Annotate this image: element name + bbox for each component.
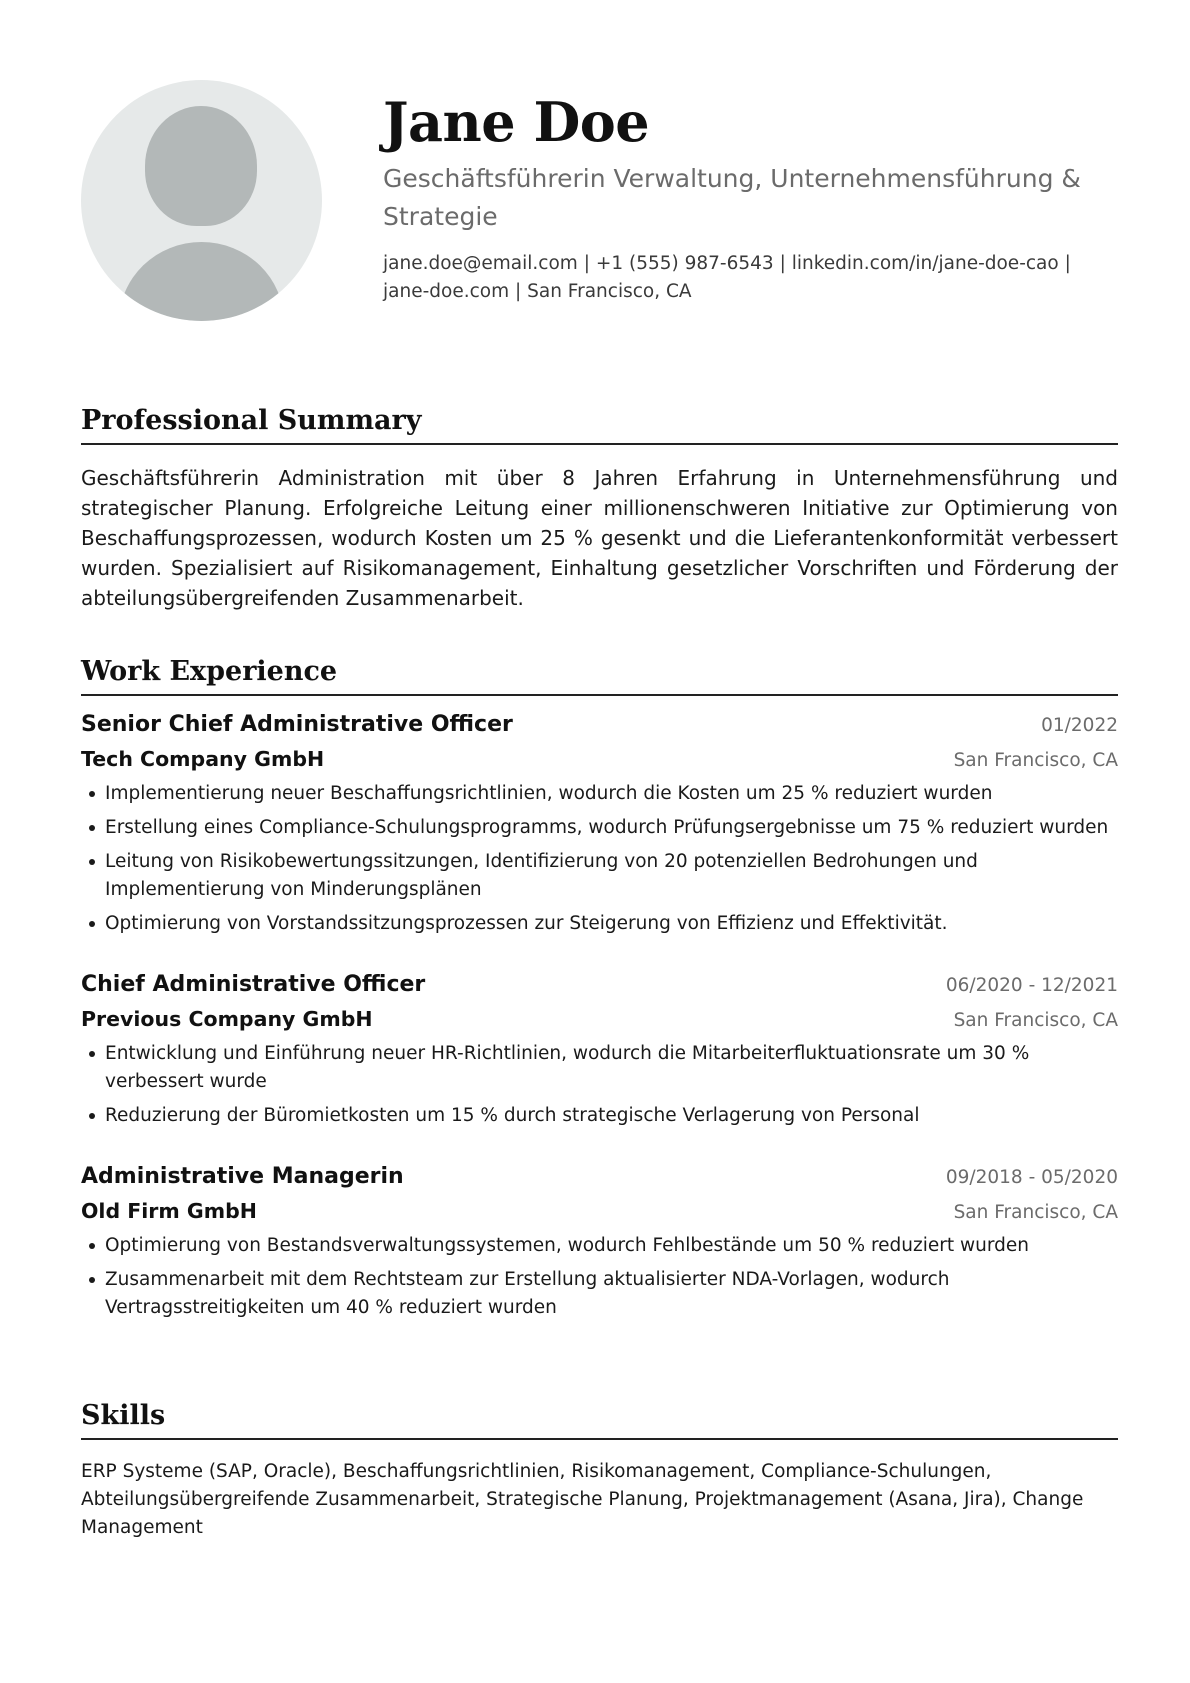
contact-linkedin[interactable]: linkedin.com/in/jane-doe-cao — [791, 253, 1059, 274]
section-title-work: Work Experience — [81, 654, 1118, 696]
job-entry — [81, 968, 1118, 1130]
header-text — [383, 90, 1118, 306]
job-title: Chief Administrative Officer — [81, 972, 426, 997]
contact-separator: | — [515, 281, 522, 302]
bullet-icon — [89, 825, 95, 831]
job-location: San Francisco, CA — [953, 1202, 1118, 1223]
list-item — [81, 1102, 1118, 1130]
contact-separator: | — [779, 253, 786, 274]
bullet-icon — [89, 1113, 95, 1119]
job-bullets — [81, 1040, 1118, 1130]
job-title: Senior Chief Administrative Officer — [81, 712, 513, 737]
job-company-row — [81, 1002, 1118, 1036]
job-title: Administrative Managerin — [81, 1164, 404, 1189]
contact-website[interactable]: jane-doe.com — [383, 281, 510, 302]
bullet-text: Optimierung von Vorstandssitzungsprozessen zur Steigerung von Effizienz und Effektivität. — [105, 913, 948, 934]
contact-separator: | — [583, 253, 590, 274]
summary-section — [81, 403, 1118, 613]
list-item — [81, 1040, 1118, 1096]
avatar-head-shape — [145, 106, 257, 226]
contact-line — [383, 250, 1118, 306]
list-item — [81, 780, 1118, 808]
job-company-row — [81, 742, 1118, 776]
list-item — [81, 1232, 1118, 1260]
bullet-text: Optimierung von Bestandsverwaltungssystemen, wodurch Fehlbestände um 50 % reduziert wurden — [105, 1235, 1029, 1256]
job-title-row — [81, 708, 1118, 742]
avatar-placeholder-icon — [81, 80, 322, 321]
job-company: Tech Company GmbH — [81, 747, 325, 771]
contact-phone[interactable]: +1 (555) 987-6543 — [595, 253, 774, 274]
job-date: 06/2020 - 12/2021 — [945, 975, 1118, 996]
job-bullets — [81, 780, 1118, 938]
bullet-icon — [89, 921, 95, 927]
skills-section — [81, 1398, 1118, 1542]
bullet-text: Leitung von Risikobewertungssitzungen, Identifizierung von 20 potenziellen Bedrohungen und Implementierung von Minderungsplänen — [105, 851, 978, 900]
job-date: 01/2022 — [1041, 715, 1118, 736]
skills-text: ERP Systeme (SAP, Oracle), Beschaffungsrichtlinien, Risikomanagement, Compliance-Schulungen, Abteilungsübergreifende Zusammenarbeit, Strategische Planung, Projektmanagement (Asana, Jira), Change Management — [81, 1461, 1084, 1538]
job-company-row — [81, 1194, 1118, 1228]
job-location: San Francisco, CA — [953, 1010, 1118, 1031]
resume-header — [81, 80, 1118, 330]
candidate-name: Jane Doe — [383, 90, 650, 154]
bullet-icon — [89, 1243, 95, 1249]
bullet-text: Reduzierung der Büromietkosten um 15 % durch strategische Verlagerung von Personal — [105, 1105, 920, 1126]
bullet-text: Zusammenarbeit mit dem Rechtsteam zur Erstellung aktualisierter NDA-Vorlagen, wodurch Vertragsstreitigkeiten um 40 % reduziert wurden — [105, 1269, 950, 1318]
bullet-text: Implementierung neuer Beschaffungsrichtlinien, wodurch die Kosten um 25 % reduziert wurden — [105, 783, 993, 804]
job-company: Old Firm GmbH — [81, 1199, 257, 1223]
section-title-summary: Professional Summary — [81, 403, 1118, 445]
job-date: 09/2018 - 05/2020 — [945, 1167, 1118, 1188]
bullet-icon — [89, 859, 95, 865]
bullet-icon — [89, 1277, 95, 1283]
job-entry — [81, 708, 1118, 938]
job-title-row — [81, 968, 1118, 1002]
list-item — [81, 814, 1118, 842]
job-company: Previous Company GmbH — [81, 1007, 373, 1031]
list-item — [81, 848, 1118, 904]
contact-separator: | — [1064, 253, 1071, 274]
list-item — [81, 1266, 1118, 1322]
job-bullets — [81, 1232, 1118, 1322]
contact-location: San Francisco, CA — [527, 281, 692, 302]
avatar-body-shape — [119, 242, 284, 321]
section-title-skills: Skills — [81, 1398, 1118, 1440]
bullet-text: Entwicklung und Einführung neuer HR-Richtlinien, wodurch die Mitarbeiterfluktuationsrate um 30 % verbessert wurde — [105, 1043, 1030, 1092]
job-title-row — [81, 1160, 1118, 1194]
bullet-icon — [89, 1051, 95, 1057]
work-experience-section — [81, 654, 1118, 1328]
job-entry — [81, 1160, 1118, 1322]
bullet-text: Erstellung eines Compliance-Schulungsprogramms, wodurch Prüfungsergebnisse um 75 % reduziert wurden — [105, 817, 1109, 838]
candidate-role: Geschäftsführerin Verwaltung, Unternehmensführung & Strategie — [383, 164, 1081, 231]
job-location: San Francisco, CA — [953, 750, 1118, 771]
list-item — [81, 910, 1118, 938]
bullet-icon — [89, 791, 95, 797]
summary-text: Geschäftsführerin Administration mit über 8 Jahren Erfahrung in Unternehmensführung und strategischer Planung. Erfolgreiche Leitung einer millionenschweren Initiative zur Optimierung von Beschaffungsprozessen, wodurch Kosten um 25 % gesenkt und die Lieferantenkonformität verbessert wurden. Spezialisiert auf Risikomanagement, Einhaltung gesetzlicher Vorschriften und Förderung der abteilungsübergreifenden Zusammenarbeit. — [81, 466, 1118, 610]
contact-email[interactable]: jane.doe@email.com — [383, 253, 578, 274]
